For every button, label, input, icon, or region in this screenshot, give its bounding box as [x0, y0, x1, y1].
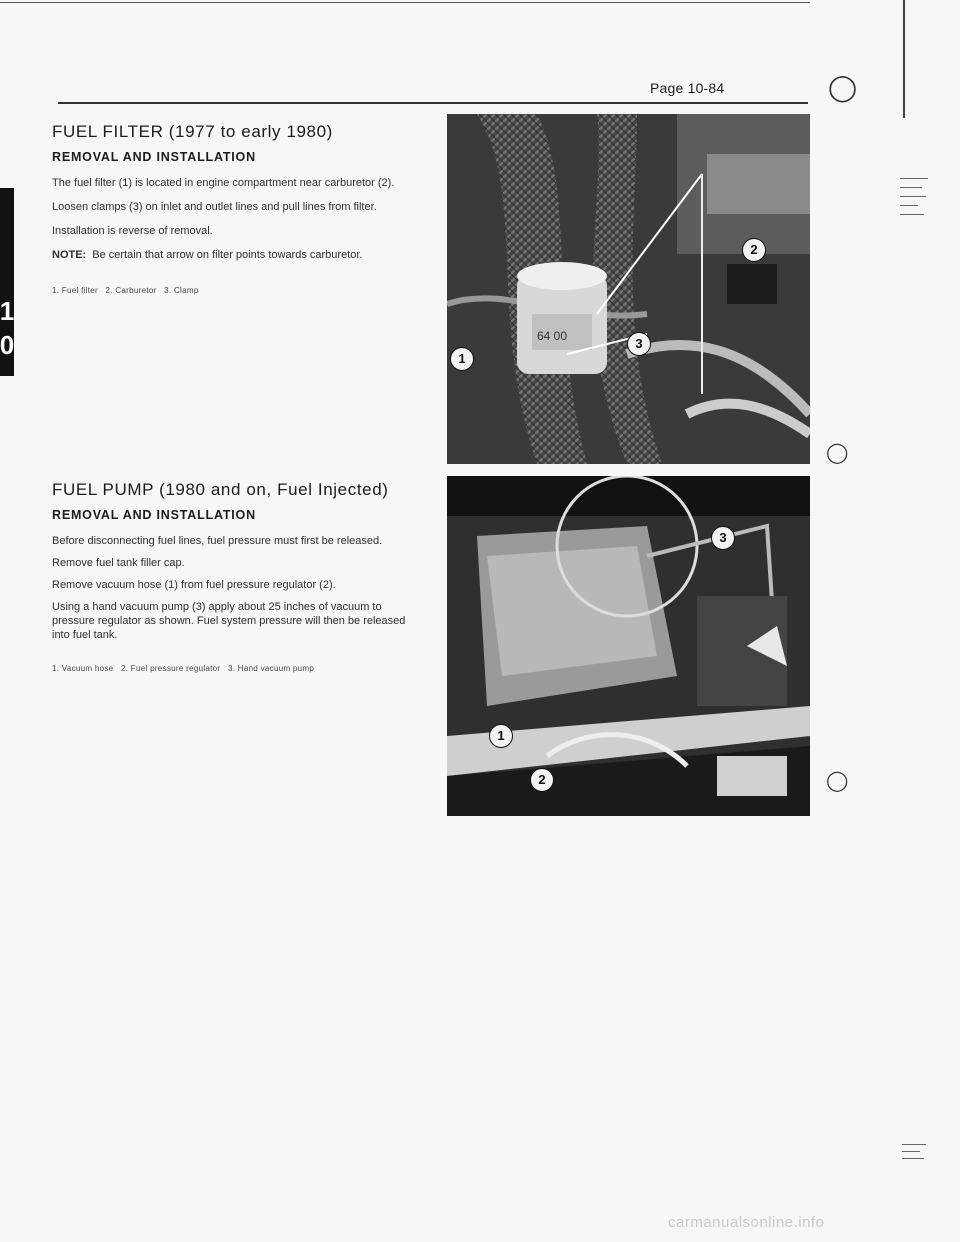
binder-hole-icon: ◯: [826, 442, 849, 464]
filter-part-label: 64 00: [537, 329, 568, 343]
engine-bay-photo: [447, 476, 810, 816]
photo-marker: 1: [489, 724, 513, 748]
figure-caption: 1. Vacuum hose 2. Fuel pressure regulator 3. Hand vacuum pump: [52, 664, 315, 673]
binder-hole-icon: ◯: [826, 770, 849, 792]
binder-hole-icon: ◯: [828, 72, 858, 102]
section-tab: [0, 188, 14, 376]
paragraph: Loosen clamps (3) on inlet and outlet lines and pull lines from filter.: [52, 201, 377, 213]
note-text: Be certain that arrow on filter points towards carburetor.: [92, 249, 363, 261]
fuel-pump-photo: [447, 476, 810, 816]
paragraph: Before disconnecting fuel lines, fuel pressure must first be released.: [52, 535, 383, 547]
photo-marker: 2: [742, 238, 766, 262]
section-title: FUEL PUMP (1980 and on, Fuel Injected): [52, 480, 389, 499]
fuel-filter-photo: [447, 114, 810, 464]
figure-caption: 1. Fuel filter 2. Carburetor 3. Clamp: [52, 286, 199, 295]
margin-marks: [900, 166, 928, 262]
paragraph: Remove fuel tank filler cap.: [52, 557, 185, 569]
margin-marks: [902, 1140, 928, 1170]
photo-marker: 2: [530, 768, 554, 792]
section-tab-digit: 1: [0, 296, 15, 326]
note-label: NOTE:: [52, 249, 87, 261]
photo-marker: 3: [627, 332, 651, 356]
section-tab-digit: 0: [0, 330, 15, 360]
paragraph: The fuel filter (1) is located in engine compartment near carburetor (2).: [52, 177, 395, 189]
paragraph: Using a hand vacuum pump (3) apply about 25 inches of vacuum to pressure regulator as shown. Fuel system pressure will then be released into fuel tank.: [52, 601, 406, 641]
note: [52, 248, 422, 262]
fuel-filter-section: [52, 122, 422, 295]
photo-marker: 3: [711, 526, 735, 550]
paragraph: Installation is reverse of removal.: [52, 225, 213, 237]
engine-bay-photo: [447, 114, 810, 464]
top-edge-line: [0, 2, 810, 3]
paragraph: Remove vacuum hose (1) from fuel pressure regulator (2).: [52, 579, 336, 591]
header-rule: [58, 102, 808, 104]
section-title: FUEL FILTER (1977 to early 1980): [52, 122, 333, 141]
page-number: Page 10-84: [650, 80, 725, 96]
watermark-text: carmanualsonline.info: [668, 1214, 825, 1231]
section-subtitle: REMOVAL AND INSTALLATION: [52, 150, 256, 164]
fuel-pump-section: [52, 480, 424, 673]
margin-line: [903, 0, 905, 118]
photo-marker: 1: [450, 347, 474, 371]
section-subtitle: REMOVAL AND INSTALLATION: [52, 508, 256, 522]
